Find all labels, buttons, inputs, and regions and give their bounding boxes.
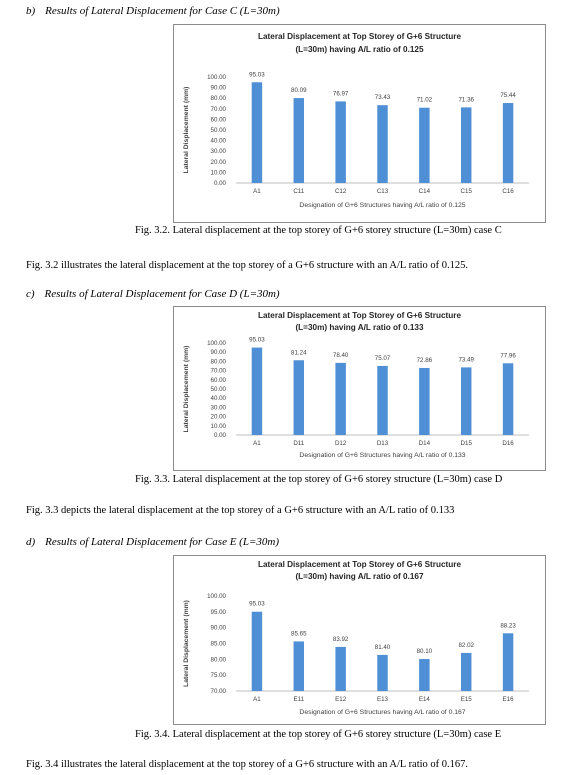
data-label: 73.49 [458,356,474,364]
y-tick-label: 90.00 [210,349,226,357]
bar [503,103,513,183]
bar [335,101,345,183]
y-tick-label: 30.00 [210,148,226,156]
y-tick-label: 0.00 [213,180,226,187]
figure-caption: Fig. 3.4. Lateral displacement at the top storey of G+6 storey structure (L=30m) case E [135,729,502,740]
y-tick-label: 50.00 [210,127,226,134]
x-tick-label: C15 [460,188,472,195]
bar [252,82,262,183]
bar [419,368,429,435]
x-tick-label: A1 [253,696,261,703]
chart-case-e [173,555,546,725]
x-tick-label: D11 [293,440,305,447]
data-label: 75.07 [374,354,391,362]
bar [461,107,471,183]
x-tick-label: C14 [418,188,431,195]
chart-svg [174,556,545,724]
x-tick-label: A1 [253,188,261,195]
x-tick-label: C16 [502,188,514,195]
y-tick-label: 60.00 [210,116,226,124]
chart-svg [174,307,545,470]
bar [377,366,387,435]
bar [419,108,429,183]
y-tick-label: 60.00 [210,376,226,384]
bar [252,348,262,435]
y-axis-label: Lateral Displacement (mm) [183,345,190,433]
data-label: 80.10 [416,648,433,656]
y-tick-label: 10.00 [210,422,226,430]
y-axis-label: Lateral Displacement (mm) [183,600,190,687]
y-tick-label: 85.00 [210,640,226,648]
data-label: 75.44 [500,92,516,100]
y-tick-label: 100.00 [207,593,226,600]
y-tick-label: 80.00 [210,656,226,664]
section-label: c) [26,288,35,300]
y-tick-label: 70.00 [210,105,226,113]
x-tick-label: D12 [334,440,347,447]
bar [503,363,513,435]
x-tick-label: C12 [334,188,347,195]
data-label: 95.03 [249,71,265,79]
body-paragraph: Fig. 3.4 illustrates the lateral displacement at the top storey of a G+6 structure with an A/L ratio of 0.167. [26,759,469,770]
y-tick-label: 100.00 [207,340,226,347]
bar [335,647,345,691]
y-tick-label: 20.00 [210,158,226,166]
chart-svg [174,25,545,222]
x-axis-label: Designation of G+6 Structures having A/L ratio of 0.125 [299,202,466,209]
chart-title: (L=30m) having A/L ratio of 0.125 [295,45,424,54]
x-tick-label: E11 [293,696,305,703]
y-tick-label: 90.00 [210,84,226,92]
y-tick-label: 80.00 [210,95,226,103]
data-label: 81.24 [291,349,307,357]
chart-title: Lateral Displacement at Top Storey of G+6 Structure [258,560,461,569]
x-tick-label: D14 [418,440,431,447]
y-tick-label: 80.00 [210,358,226,366]
body-paragraph: Fig. 3.3 depicts the lateral displacement at the top storey of a G+6 structure with an A/L ratio of 0.133 [26,505,455,516]
data-label: 71.02 [416,96,433,104]
section-heading-case-c [26,5,280,17]
y-tick-label: 70.00 [210,688,226,695]
figure-caption: Fig. 3.3. Lateral displacement at the top storey of G+6 storey structure (L=30m) case D [135,474,503,485]
bar [335,363,345,435]
data-label: 78.40 [332,351,349,359]
data-label: 77.96 [500,352,516,360]
x-tick-label: E16 [502,696,514,703]
bar [377,655,387,691]
y-tick-label: 10.00 [210,169,226,177]
x-tick-label: A1 [253,440,261,447]
chart-title: Lateral Displacement at Top Storey of G+6 Structure [258,311,461,320]
data-label: 95.03 [249,600,265,608]
data-label: 81.40 [374,643,391,651]
bar [294,360,304,435]
x-axis-label: Designation of G+6 Structures having A/L ratio of 0.133 [299,452,466,459]
data-label: 95.03 [249,336,265,344]
data-label: 72.86 [416,356,433,364]
x-tick-label: D13 [376,440,389,447]
section-label: b) [26,5,36,17]
bar [252,612,262,691]
data-label: 85.65 [291,630,307,638]
chart-case-d [173,306,546,471]
x-tick-label: C11 [293,188,305,195]
chart-title: (L=30m) having A/L ratio of 0.133 [295,323,424,332]
x-tick-label: E13 [376,696,389,703]
chart-title: Lateral Displacement at Top Storey of G+6 Structure [258,32,461,41]
bar [461,367,471,435]
bar [503,633,513,691]
chart-title: (L=30m) having A/L ratio of 0.167 [295,572,424,581]
x-tick-label: E14 [418,696,430,703]
section-heading-case-e [26,536,279,548]
bar [377,105,387,183]
y-tick-label: 40.00 [210,395,226,403]
section-title: Results of Lateral Displacement for Case E (L=30m) [45,536,279,548]
chart-case-c [173,24,546,223]
y-tick-label: 100.00 [207,74,226,81]
y-tick-label: 30.00 [210,404,226,412]
section-label: d) [26,536,36,548]
data-label: 80.09 [291,87,307,95]
data-label: 76.97 [332,90,349,98]
x-tick-label: E15 [460,696,472,703]
section-title: Results of Lateral Displacement for Case D (L=30m) [44,288,280,300]
body-paragraph: Fig. 3.2 illustrates the lateral displacement at the top storey of a G+6 structure with an A/L ratio of 0.125. [26,260,469,271]
data-label: 73.43 [374,94,391,102]
bar [419,659,429,691]
bar [461,653,471,691]
x-tick-label: D16 [502,440,514,447]
y-tick-label: 90.00 [210,624,226,632]
y-tick-label: 40.00 [210,137,226,145]
x-axis-label: Designation of G+6 Structures having A/L ratio of 0.167 [299,709,466,716]
data-label: 71.36 [458,96,474,104]
y-tick-label: 20.00 [210,413,226,421]
y-tick-label: 75.00 [210,672,226,680]
bar [294,98,304,183]
x-tick-label: E12 [335,696,347,703]
y-tick-label: 95.00 [210,608,226,616]
y-tick-label: 50.00 [210,386,226,393]
y-tick-label: 70.00 [210,367,226,375]
figure-caption: Fig. 3.2. Lateral displacement at the top storey of G+6 storey structure (L=30m) case C [135,225,502,236]
data-label: 82.02 [458,641,474,649]
data-label: 83.92 [332,635,349,643]
section-title: Results of Lateral Displacement for Case C (L=30m) [45,5,280,17]
data-label: 88.23 [500,622,516,630]
y-axis-label: Lateral Displacement (mm) [183,86,190,174]
y-tick-label: 0.00 [213,432,226,439]
bar [294,641,304,691]
x-tick-label: D15 [460,440,472,447]
x-tick-label: C13 [376,188,389,195]
section-heading-case-d [26,288,280,300]
